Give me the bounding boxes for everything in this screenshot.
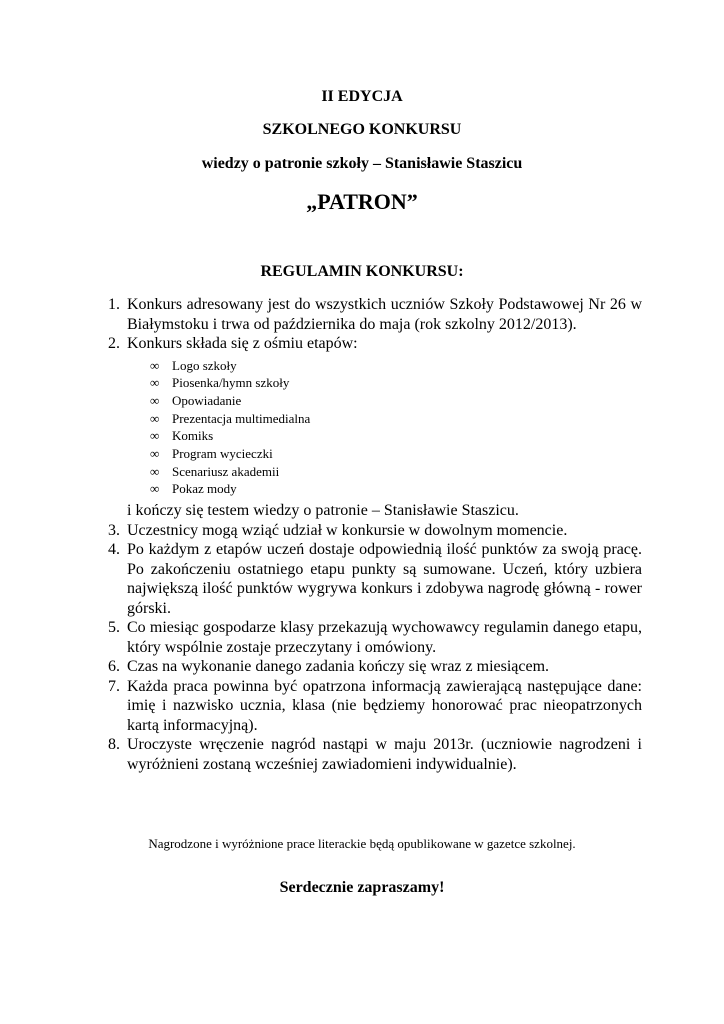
stage-label: Prezentacja multimedialna <box>172 410 311 426</box>
stage-item <box>150 427 642 445</box>
rule-number: 7. <box>108 677 120 695</box>
stage-item <box>150 392 642 410</box>
infinity-bullet-icon: ∞ <box>150 463 160 479</box>
infinity-bullet-icon: ∞ <box>150 357 160 373</box>
stage-label: Scenariusz akademii <box>172 463 280 479</box>
infinity-bullet-icon: ∞ <box>150 428 160 444</box>
stage-item <box>150 374 642 392</box>
infinity-bullet-icon: ∞ <box>150 375 160 391</box>
rule-text: Uroczyste wręczenie nagród nastąpi w maju 2013r. (uczniowie nagrodzeni i wyróżnieni zostaną wcześniej zawiadomieni indywidualnie). <box>127 736 642 773</box>
stage-item <box>150 463 642 481</box>
stage-label: Opowiadanie <box>172 392 242 408</box>
rule-number: 8. <box>108 736 120 754</box>
publication-note: Nagrodzone i wyróżnione prace literackie będą opublikowane w gazetce szkolnej. <box>148 836 576 851</box>
rule-number: 4. <box>108 541 120 559</box>
stages-list <box>97 357 642 499</box>
stages-closing-text: i kończy się testem wiedzy o patronie – Stanisławie Staszicu. <box>127 502 519 520</box>
stage-item <box>150 480 642 498</box>
stage-item <box>150 410 642 428</box>
stage-label: Program wycieczki <box>172 446 273 462</box>
infinity-bullet-icon: ∞ <box>150 446 160 462</box>
rule-item <box>97 521 642 541</box>
rule-item <box>97 618 642 657</box>
regulations-title: REGULAMIN KONKURSU: <box>260 263 464 280</box>
stage-label: Komiks <box>172 428 214 444</box>
rule-number: 2. <box>108 335 120 352</box>
contest-name-heading: „PATRON” <box>306 189 418 214</box>
rule-item <box>97 657 642 677</box>
rule-text: Co miesiąc gospodarze klasy przekazują wychowawcy regulamin danego etapu, który wspólnie zostaje przeczytany i omówiony. <box>127 619 642 656</box>
rule-item <box>97 677 642 736</box>
rule-item <box>97 735 642 774</box>
subject-heading: wiedzy o patronie szkoły – Stanisławie Staszicu <box>201 155 523 172</box>
infinity-bullet-icon: ∞ <box>150 410 160 426</box>
infinity-bullet-icon: ∞ <box>150 392 160 408</box>
stage-item <box>150 445 642 463</box>
edition-heading: II EDYCJA <box>321 88 403 105</box>
rule-number: 1. <box>108 296 120 313</box>
rule-text: Każda praca powinna być opatrzona informacją zawierającą następujące dane: imię i nazwisko ucznia, klasa (nie będziemy honorować prac nieopatrzonych kartą informacyjną). <box>127 677 642 734</box>
rule-item <box>97 540 642 618</box>
contest-heading: SZKOLNEGO KONKURSU <box>262 121 462 138</box>
rule-text: Konkurs składa się z ośmiu etapów: <box>127 335 358 352</box>
rule-item <box>97 334 642 354</box>
infinity-bullet-icon: ∞ <box>150 481 160 497</box>
rule-item <box>97 295 642 334</box>
stage-label: Logo szkoły <box>172 357 237 373</box>
rules-list <box>97 295 642 774</box>
invitation-text: Serdecznie zapraszamy! <box>279 879 445 896</box>
rule-number: 6. <box>108 658 120 676</box>
rule-text: Po każdym z etapów uczeń dostaje odpowiednią ilość punktów za swoją pracę. Po zakończeniu ostatniego etapu punkty są sumowane. Uczeń, który uzbiera największą ilość punktów wygrywa konkurs i zdobywa nagrodę główną - rower górski. <box>127 541 642 617</box>
rule-text: Uczestnicy mogą wziąć udział w konkursie w dowolnym momencie. <box>127 521 568 539</box>
rule-number: 5. <box>108 619 120 637</box>
stage-item <box>150 357 642 375</box>
rule-text: Konkurs adresowany jest do wszystkich uczniów Szkoły Podstawowej Nr 26 w Białymstoku i trwa od października do maja (rok szkolny 2012/2013). <box>127 296 642 333</box>
stage-label: Piosenka/hymn szkoły <box>172 375 290 391</box>
rule-text: Czas na wykonanie danego zadania kończy się wraz z miesiącem. <box>127 658 550 676</box>
rule-number: 3. <box>108 521 120 539</box>
stage-label: Pokaz mody <box>172 481 237 497</box>
